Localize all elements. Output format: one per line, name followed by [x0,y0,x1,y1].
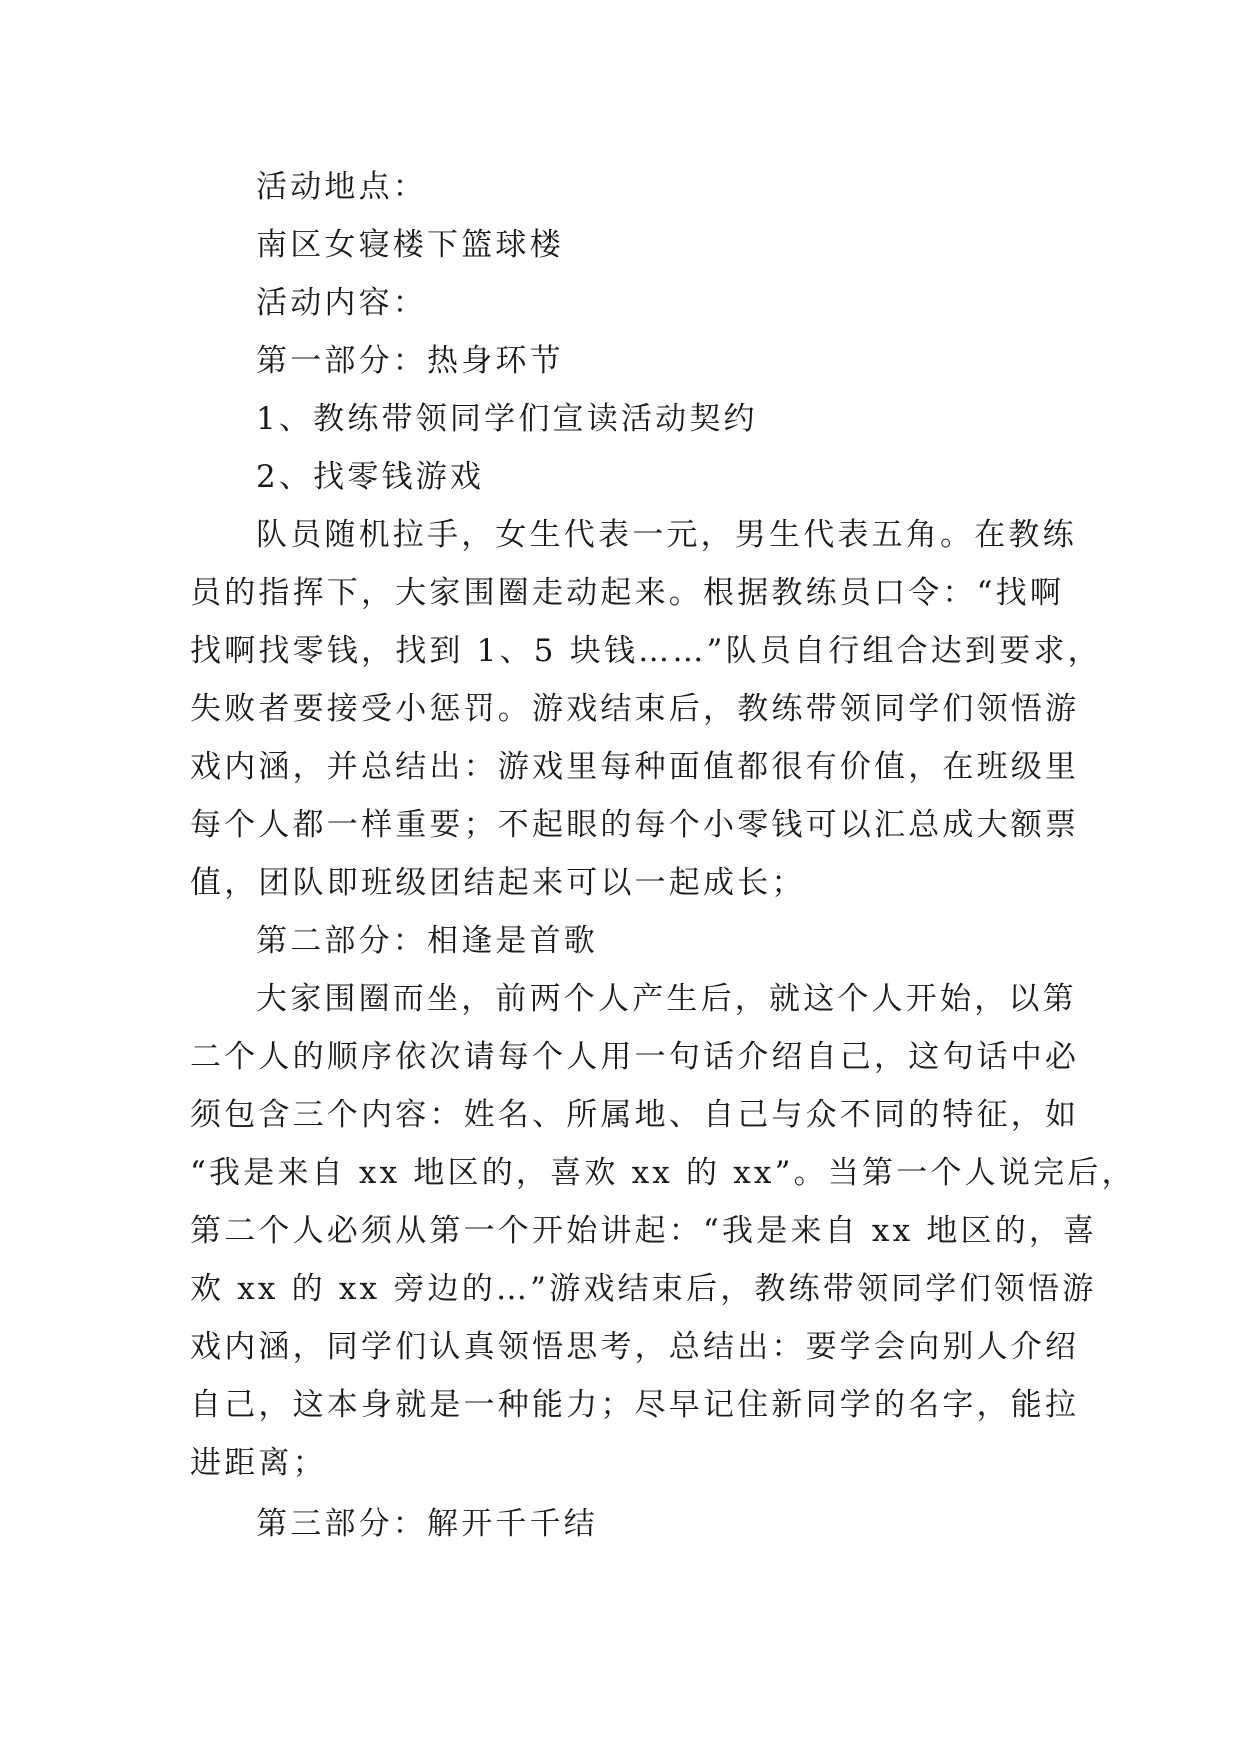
paragraph-line: 欢 xx 的 xx 旁边的…”游戏结束后，教练带领同学们领悟游 [190,1271,1097,1307]
heading-location-label: 活动地点： [256,169,427,205]
paragraph-line: 二个人的顺序依次请每个人用一句话介绍自己，这句话中必 [190,1039,1080,1075]
paragraph-line: 队员随机拉手，女生代表一元，男生代表五角。在教练 [256,517,1077,553]
paragraph-line: 自己，这本身就是一种能力；尽早记住新同学的名字，能拉 [190,1387,1080,1423]
section-heading-part-one: 第一部分：热身环节 [256,343,564,379]
paragraph-line: 员的指挥下，大家围圈走动起来。根据教练员口令：“找啊 [190,575,1065,611]
section-heading-part-three: 第三部分：解开千千结 [256,1506,598,1542]
paragraph-line: “我是来自 xx 地区的，喜欢 xx 的 xx”。当第一个人说完后， [190,1155,1136,1191]
paragraph-line: 戏内涵，并总结出：游戏里每种面值都很有价值，在班级里 [190,749,1080,785]
paragraph-line: 须包含三个内容：姓名、所属地、自己与众不同的特征，如 [190,1097,1080,1133]
list-item-1: 1、教练带领同学们宣读活动契约 [256,401,758,437]
document-body [190,158,1136,1553]
paragraph-line: 进距离； [190,1445,327,1481]
location-value: 南区女寝楼下篮球楼 [256,227,564,263]
paragraph-introduction-game [190,970,1136,1492]
paragraph-line: 值，团队即班级团结起来可以一起成长； [190,865,806,901]
list-item-2: 2、找零钱游戏 [256,459,485,495]
paragraph-change-game [190,506,1102,912]
paragraph-line: 找啊找零钱，找到 1、5 块钱……”队员自行组合达到要求， [190,633,1102,669]
paragraph-line: 每个人都一样重要；不起眼的每个小零钱可以汇总成大额票 [190,807,1080,843]
paragraph-line: 失败者要接受小惩罚。游戏结束后，教练带领同学们领悟游 [190,691,1080,727]
paragraph-line: 大家围圈而坐，前两个人产生后，就这个人开始，以第 [256,981,1077,1017]
heading-content-label: 活动内容： [256,285,427,321]
paragraph-line: 第二个人必须从第一个开始讲起：“我是来自 xx 地区的，喜 [190,1213,1098,1249]
section-heading-part-two: 第二部分：相逢是首歌 [256,923,598,959]
paragraph-line: 戏内涵，同学们认真领悟思考，总结出：要学会向别人介绍 [190,1329,1080,1365]
